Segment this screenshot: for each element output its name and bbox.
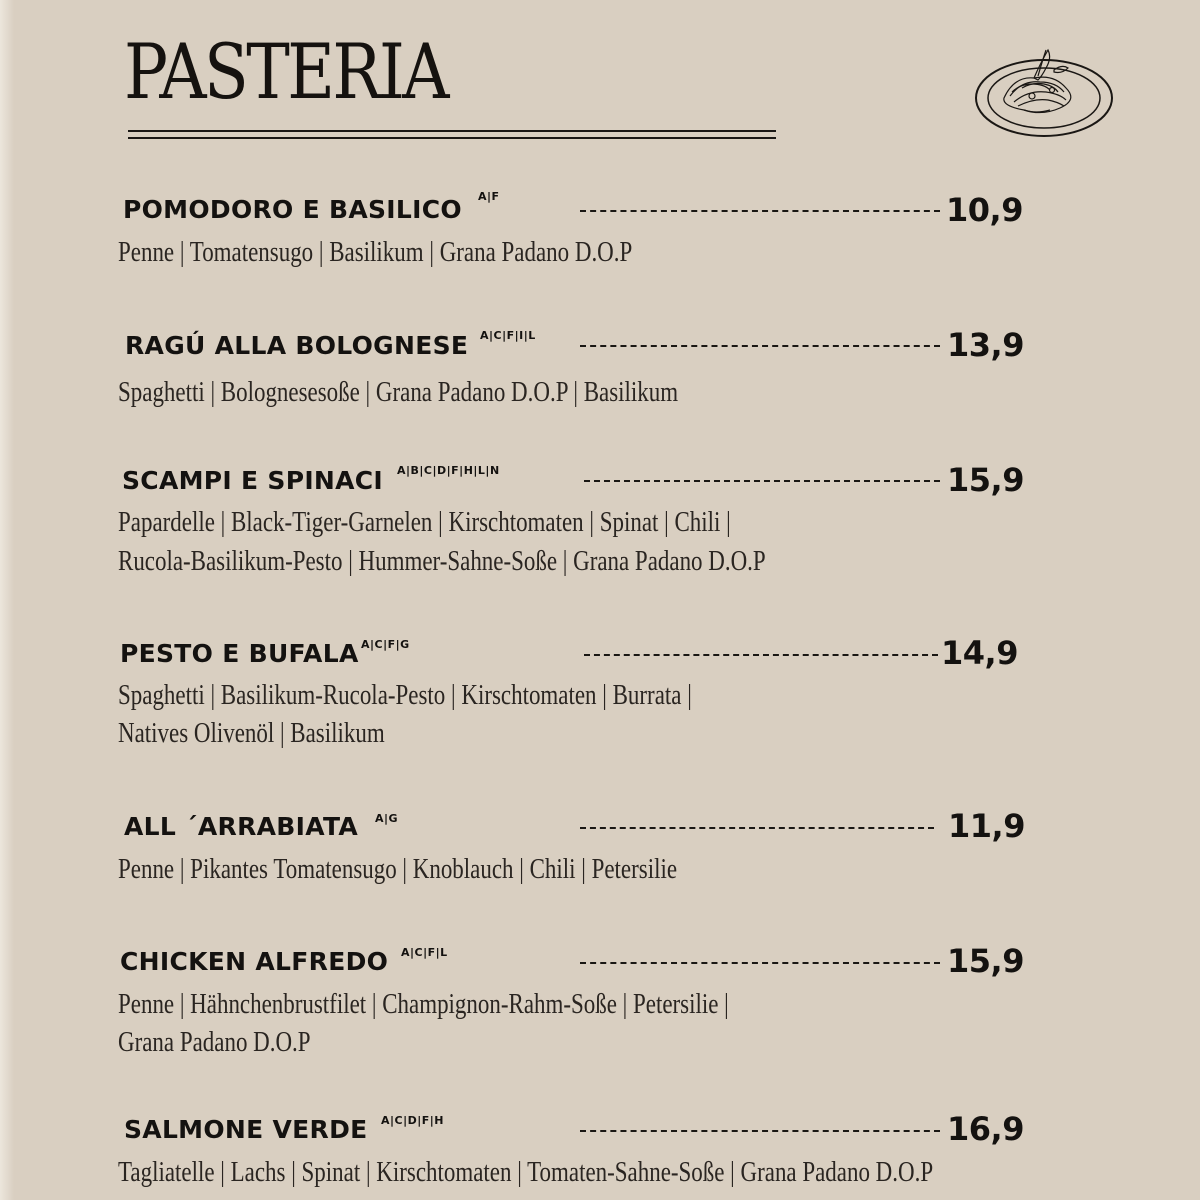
dish-description: Papardelle | Black-Tiger-Garnelen | Kirschtomaten | Spinat | Chili | [118, 507, 731, 538]
dish-name: PESTO E BUFALA [120, 639, 359, 668]
dish-description: Spaghetti | Bolognesesoße | Grana Padano D.O.P | Basilikum [118, 377, 679, 408]
price-leader [580, 962, 940, 964]
dish-name: SCAMPI E SPINACI [122, 466, 384, 495]
dish-description: Tagliatelle | Lachs | Spinat | Kirschtomaten | Tomaten-Sahne-Soße | Grana Padano D.O.P [118, 1157, 934, 1188]
dish-description: Penne | Pikantes Tomatensugo | Knoblauch | Chili | Petersilie [118, 854, 678, 885]
dish-description: Natives Olivenöl | Basilikum [118, 718, 385, 749]
dish-description: Penne | Tomatensugo | Basilikum | Grana Padano D.O.P [118, 237, 633, 268]
price-leader [580, 827, 934, 829]
price-leader [584, 654, 938, 656]
price-leader [584, 480, 940, 482]
dish-price: 11,9 [948, 807, 1025, 845]
dish-price: 13,9 [947, 326, 1024, 364]
dish-description: Rucola-Basilikum-Pesto | Hummer-Sahne-Soße | Grana Padano D.O.P [118, 546, 766, 577]
dish-name: CHICKEN ALFREDO [120, 947, 389, 976]
dish-price: 15,9 [947, 461, 1024, 499]
page-edge [0, 0, 14, 1200]
title-rule-top [128, 130, 776, 132]
dish-price: 10,9 [946, 191, 1023, 229]
allergen-codes: A|C|D|F|H [381, 1114, 445, 1127]
allergen-codes: A|C|F|I|L [480, 329, 536, 342]
allergen-codes: A|F [478, 190, 500, 203]
pasta-plate-icon [974, 40, 1118, 140]
price-leader [580, 1130, 940, 1132]
allergen-codes: A|G [375, 812, 399, 825]
dish-name: POMODORO E BASILICO [123, 195, 462, 224]
dish-price: 14,9 [941, 634, 1018, 672]
dish-description: Spaghetti | Basilikum-Rucola-Pesto | Kirschtomaten | Burrata | [118, 680, 692, 711]
price-leader [580, 210, 940, 212]
dish-name: RAGÚ ALLA BOLOGNESE [125, 331, 469, 360]
dish-price: 16,9 [947, 1110, 1024, 1148]
allergen-codes: A|C|F|L [401, 946, 448, 959]
price-leader [580, 345, 940, 347]
allergen-codes: A|C|F|G [361, 638, 410, 651]
dish-description: Penne | Hähnchenbrustfilet | Champignon-Rahm-Soße | Petersilie | [118, 989, 729, 1020]
menu-title: PASTERIA [124, 27, 447, 116]
title-rule-bottom [128, 137, 776, 139]
dish-name: ALL ´ARRABIATA [124, 812, 359, 841]
dish-price: 15,9 [947, 942, 1024, 980]
dish-name: SALMONE VERDE [124, 1115, 368, 1144]
allergen-codes: A|B|C|D|F|H|L|N [397, 464, 500, 477]
dish-description: Grana Padano D.O.P [118, 1027, 311, 1058]
